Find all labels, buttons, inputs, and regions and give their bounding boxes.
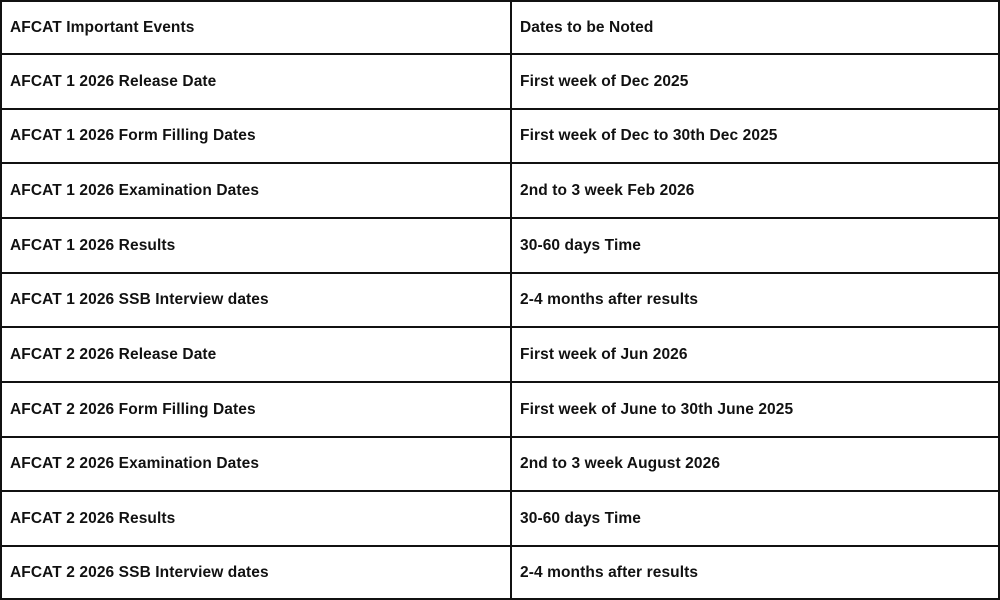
table-row [2, 163, 998, 218]
date-cell: 30-60 days Time [511, 218, 998, 273]
date-cell: First week of Jun 2026 [511, 327, 998, 382]
event-cell: AFCAT 2 2026 Form Filling Dates [2, 382, 511, 437]
table-row [2, 546, 998, 598]
date-cell: 30-60 days Time [511, 491, 998, 546]
event-cell: AFCAT 1 2026 Release Date [2, 54, 511, 109]
table-row [2, 437, 998, 492]
table-row [2, 218, 998, 273]
date-cell: 2nd to 3 week Feb 2026 [511, 163, 998, 218]
event-cell: AFCAT 1 2026 Examination Dates [2, 163, 511, 218]
event-cell: AFCAT 1 2026 SSB Interview dates [2, 273, 511, 328]
event-cell: AFCAT 2 2026 Results [2, 491, 511, 546]
date-cell: 2-4 months after results [520, 563, 699, 581]
table-row [2, 273, 998, 328]
table-row [2, 491, 998, 546]
event-cell: AFCAT 1 2026 Results [2, 218, 511, 273]
table-header-row [2, 2, 998, 54]
afcat-important-events-table [2, 2, 998, 598]
table-row [2, 382, 998, 437]
column-header-date: Dates to be Noted [511, 2, 998, 54]
event-cell: AFCAT 2 2026 SSB Interview dates [2, 546, 511, 598]
date-cell: First week of June to 30th June 2025 [511, 382, 998, 437]
event-cell: AFCAT 2 2026 Release Date [2, 327, 511, 382]
date-cell: 2-4 months after results [511, 273, 998, 328]
column-header-event: AFCAT Important Events [2, 2, 511, 54]
table-row [2, 54, 998, 109]
table-row [2, 109, 998, 164]
table-row [2, 327, 998, 382]
event-cell: AFCAT 1 2026 Form Filling Dates [2, 109, 511, 164]
date-cell: First week of Dec 2025 [511, 54, 998, 109]
date-cell: First week of Dec to 30th Dec 2025 [511, 109, 998, 164]
event-cell: AFCAT 2 2026 Examination Dates [2, 437, 511, 492]
date-cell: 2nd to 3 week August 2026 [511, 437, 998, 492]
